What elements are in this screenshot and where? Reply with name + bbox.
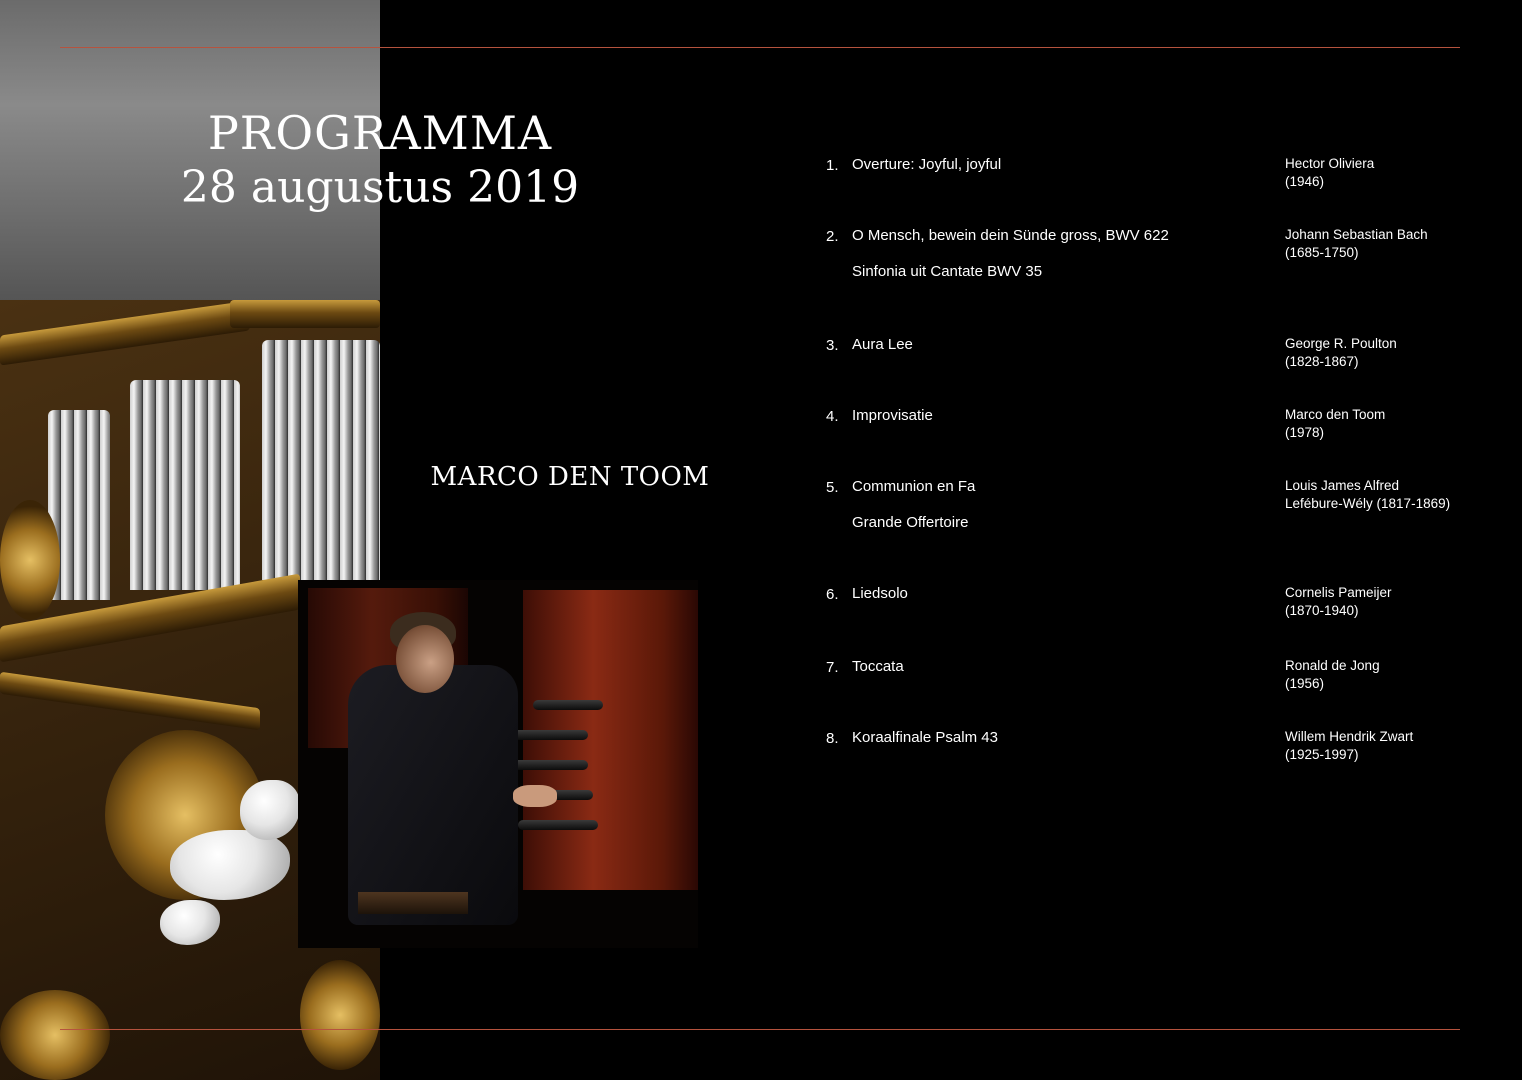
organ-cornice (230, 300, 380, 328)
item-composer (1285, 657, 1485, 693)
item-pieces (852, 327, 913, 363)
item-number: 7. (826, 659, 839, 676)
piece-title: Grande Offertoire (852, 514, 969, 531)
piece-title: Koraalfinale Psalm 43 (852, 729, 998, 746)
item-pieces (852, 649, 904, 685)
item-number: 4. (826, 408, 839, 425)
composer-years: (1685-1750) (1285, 245, 1359, 260)
performer-hand (513, 785, 557, 807)
item-pieces (852, 469, 975, 541)
item-composer (1285, 728, 1485, 764)
performer-body (348, 665, 518, 925)
composer-years: (1978) (1285, 425, 1325, 440)
composer-name: Hector Oliviera (1285, 156, 1375, 171)
piece-title: Communion en Fa (852, 478, 976, 495)
composer-name: Willem Hendrik Zwart (1285, 729, 1414, 744)
item-number: 2. (826, 228, 839, 245)
item-pieces (852, 218, 1169, 290)
item-composer (1285, 477, 1485, 513)
organ-console-wood (523, 590, 698, 890)
composer-years: (1828-1867) (1285, 354, 1359, 369)
item-pieces (852, 720, 998, 756)
item-pieces (852, 576, 908, 612)
item-pieces (852, 398, 933, 434)
performer-photo (298, 580, 698, 948)
item-composer (1285, 155, 1485, 191)
bottom-rule (60, 1029, 1460, 1030)
piece-title: Improvisatie (852, 407, 933, 424)
top-rule (60, 47, 1460, 48)
item-number: 3. (826, 337, 839, 354)
piece-title: Liedsolo (852, 585, 908, 602)
item-number: 6. (826, 586, 839, 603)
item-composer (1285, 335, 1485, 371)
item-composer (1285, 226, 1485, 262)
organ-ornament (0, 500, 60, 620)
composer-name: Cornelis Pameijer (1285, 585, 1392, 600)
piece-title: Overture: Joyful, joyful (852, 156, 1002, 173)
piece-title: Aura Lee (852, 336, 913, 353)
item-number: 5. (826, 479, 839, 496)
organ-stop (518, 820, 598, 830)
performer-head (396, 625, 454, 693)
composer-name: George R. Poulton (1285, 336, 1397, 351)
composer-years: (1925-1997) (1285, 747, 1359, 762)
piece-title: O Mensch, bewein dein Sünde gross, BWV 622 (852, 227, 1169, 244)
title-date: 28 augustus 2019 (180, 162, 580, 214)
organ-pipes (130, 380, 240, 590)
composer-years: (1870-1940) (1285, 603, 1359, 618)
composer-name: Marco den Toom (1285, 407, 1386, 422)
item-number: 1. (826, 157, 839, 174)
composer-name: Louis James Alfred (1285, 478, 1400, 493)
item-composer (1285, 584, 1485, 620)
organ-stop (508, 730, 588, 740)
organ-stop (533, 700, 603, 710)
composer-years: Lefébure-Wély (1817-1869) (1285, 496, 1451, 511)
composer-name: Ronald de Jong (1285, 658, 1380, 673)
performer-name: MARCO DEN TOOM (430, 462, 710, 492)
organ-ornament (300, 960, 380, 1070)
organ-pipes (262, 340, 380, 580)
item-pieces (852, 147, 1001, 183)
piece-title: Sinfonia uit Cantate BWV 35 (852, 263, 1043, 280)
piece-title: Toccata (852, 658, 904, 675)
composer-years: (1956) (1285, 676, 1325, 691)
page-title (170, 105, 590, 215)
item-composer (1285, 406, 1485, 442)
organ-bench (358, 892, 468, 914)
organ-ornament (0, 990, 110, 1080)
title-line-1: PROGRAMMA (207, 106, 553, 160)
item-number: 8. (826, 730, 839, 747)
composer-years: (1946) (1285, 174, 1325, 189)
composer-name: Johann Sebastian Bach (1285, 227, 1428, 242)
